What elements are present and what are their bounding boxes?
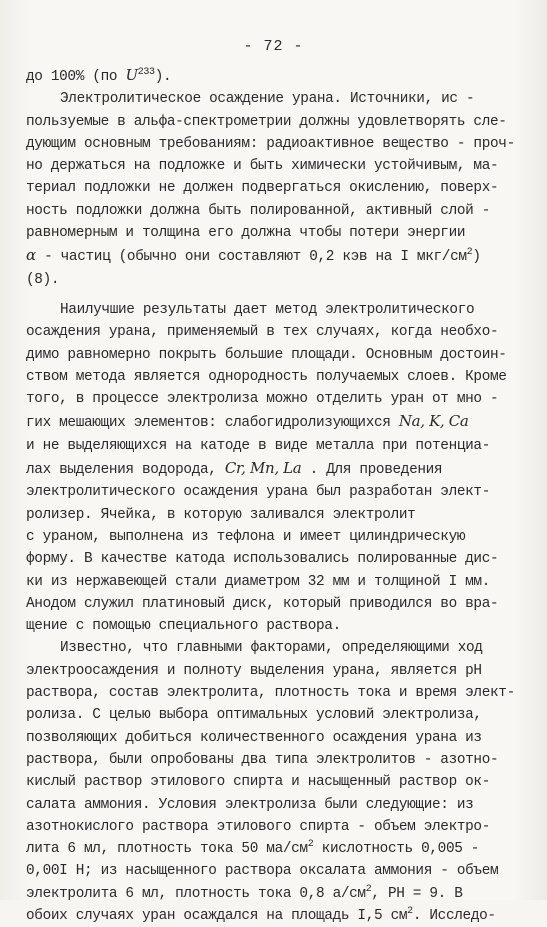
- text-line: электролитического осаждения урана был разработан элект-: [26, 484, 491, 501]
- superscript: 233: [137, 67, 155, 78]
- text-line: ролиза. С целью выбора оптимальных условий электролиза,: [26, 707, 482, 724]
- text-line: с ураном, выполнена из тефлона и имеет цилиндрическую: [26, 528, 466, 545]
- text-line: [26, 410, 518, 434]
- text-fragment: ).: [154, 69, 172, 85]
- text-line: форму. В качестве катода использовались полированные дис-: [26, 551, 499, 568]
- text-fragment: кислотность 0,005 -: [313, 841, 480, 858]
- text-line: но держаться на подложке и быть химически устойчивым, ма-: [26, 158, 499, 175]
- text-line: равномерным и толщина его должна чтобы потери энергии: [26, 225, 466, 242]
- text-line: кислый раствор этилового спирта и насыщенный раствор ок-: [26, 774, 491, 791]
- text-fragment: . Исследо-: [412, 907, 496, 924]
- superscript: 2: [365, 883, 372, 895]
- text-line: [26, 457, 518, 481]
- text-line: [26, 905, 518, 927]
- superscript: 2: [307, 839, 314, 851]
- text-line: того, в процессе электролиза можно отделить уран от мно -: [26, 391, 499, 408]
- text-line: [26, 838, 518, 860]
- text-line: пользуемые в альфа-спектрометрии должны удовлетворять сле-: [26, 113, 507, 130]
- text-line: раствора, были опробованы два типа электролитов - азотно-: [26, 751, 499, 768]
- text-fragment: лах выделения водорода,: [26, 462, 225, 479]
- text-line: осаждения урана, применяемый в тех случаях, когда необхо-: [26, 324, 499, 341]
- text-line: ки из нержавеющей стали диаметром 32 мм и толщиной I мм.: [26, 573, 491, 590]
- text-line: Анодом служил платиновый диск, который приводился во вра-: [26, 595, 499, 612]
- text-line: Наилучшие результаты дает метод электролитического: [60, 301, 475, 318]
- text-line: [26, 883, 518, 905]
- text-line: и не выделяющихся на катоде в виде металла при потенциа-: [26, 437, 491, 454]
- page-number: - 72 -: [243, 38, 304, 55]
- text-fragment: U: [125, 66, 138, 84]
- text-fragment: - частиц (обычно они составляют 0,2 кэв на I мкг/см: [35, 249, 467, 266]
- text-line: Электролитическое осаждение урана. Источники, ис -: [60, 91, 475, 108]
- text-line: [26, 64, 518, 88]
- text-line: 0,00I Н; из насыщенного раствора оксалата аммония - объем: [26, 863, 499, 880]
- text-line: [26, 244, 518, 268]
- text-fragment: . Для проведения: [301, 462, 443, 479]
- text-line: ность подложки должна быть полированной, активный слой -: [26, 202, 491, 219]
- text-line: Известно, что главными факторами, определяющими ход: [60, 640, 483, 657]
- text-line: териал подложки не должен подвергаться окислению, поверх-: [26, 180, 499, 197]
- text-line: азотнокислого раствора этилового спирта - объем электро-: [26, 818, 491, 835]
- text-fragment: лита 6 мл, плотность тока 50 ма/см: [26, 841, 308, 858]
- text-line: раствора, состав электролита, плотность тока и время элект-: [26, 685, 515, 702]
- text-fragment: электролита 6 мл, плотность тока 0,8 а/см: [26, 885, 366, 902]
- text-line: щение с помощью специального раствора.: [26, 618, 341, 635]
- text-fragment: Cr, Mn, La: [224, 459, 302, 478]
- text-line: ролизер. Ячейка, в которую заливался электролит: [26, 506, 416, 523]
- body-text: [26, 64, 518, 927]
- text-line: димо равномерно покрыть большие площади. Основным достоин-: [26, 346, 507, 363]
- text-line: электроосаждения и полноту выделения урана, является pH: [26, 662, 482, 679]
- text-fragment: Na, K, Ca: [398, 412, 469, 431]
- text-fragment: обоих случаях уран осаждался на площадь I,5 см: [26, 907, 408, 924]
- text-line: позволяющих добиться количественного осаждения урана из: [26, 729, 482, 746]
- text-line: (8).: [26, 271, 60, 288]
- text-fragment: ): [472, 249, 481, 266]
- text-fragment: , PH = 9. В: [371, 885, 463, 902]
- superscript: 2: [407, 905, 413, 917]
- text-fragment: α: [26, 246, 36, 265]
- text-line: салата аммония. Условия электролиза были следующие: из: [26, 796, 474, 813]
- text-line: дующим основным требованиям: радиоактивное вещество - проч-: [26, 135, 515, 152]
- text-line: ством метода является однородность получаемых слоев. Кроме: [26, 368, 507, 385]
- text-fragment: до 100% (по: [26, 69, 126, 85]
- text-fragment: гих мешающих элементов: слабогидролизующихся: [26, 415, 399, 432]
- superscript: 2: [466, 247, 473, 259]
